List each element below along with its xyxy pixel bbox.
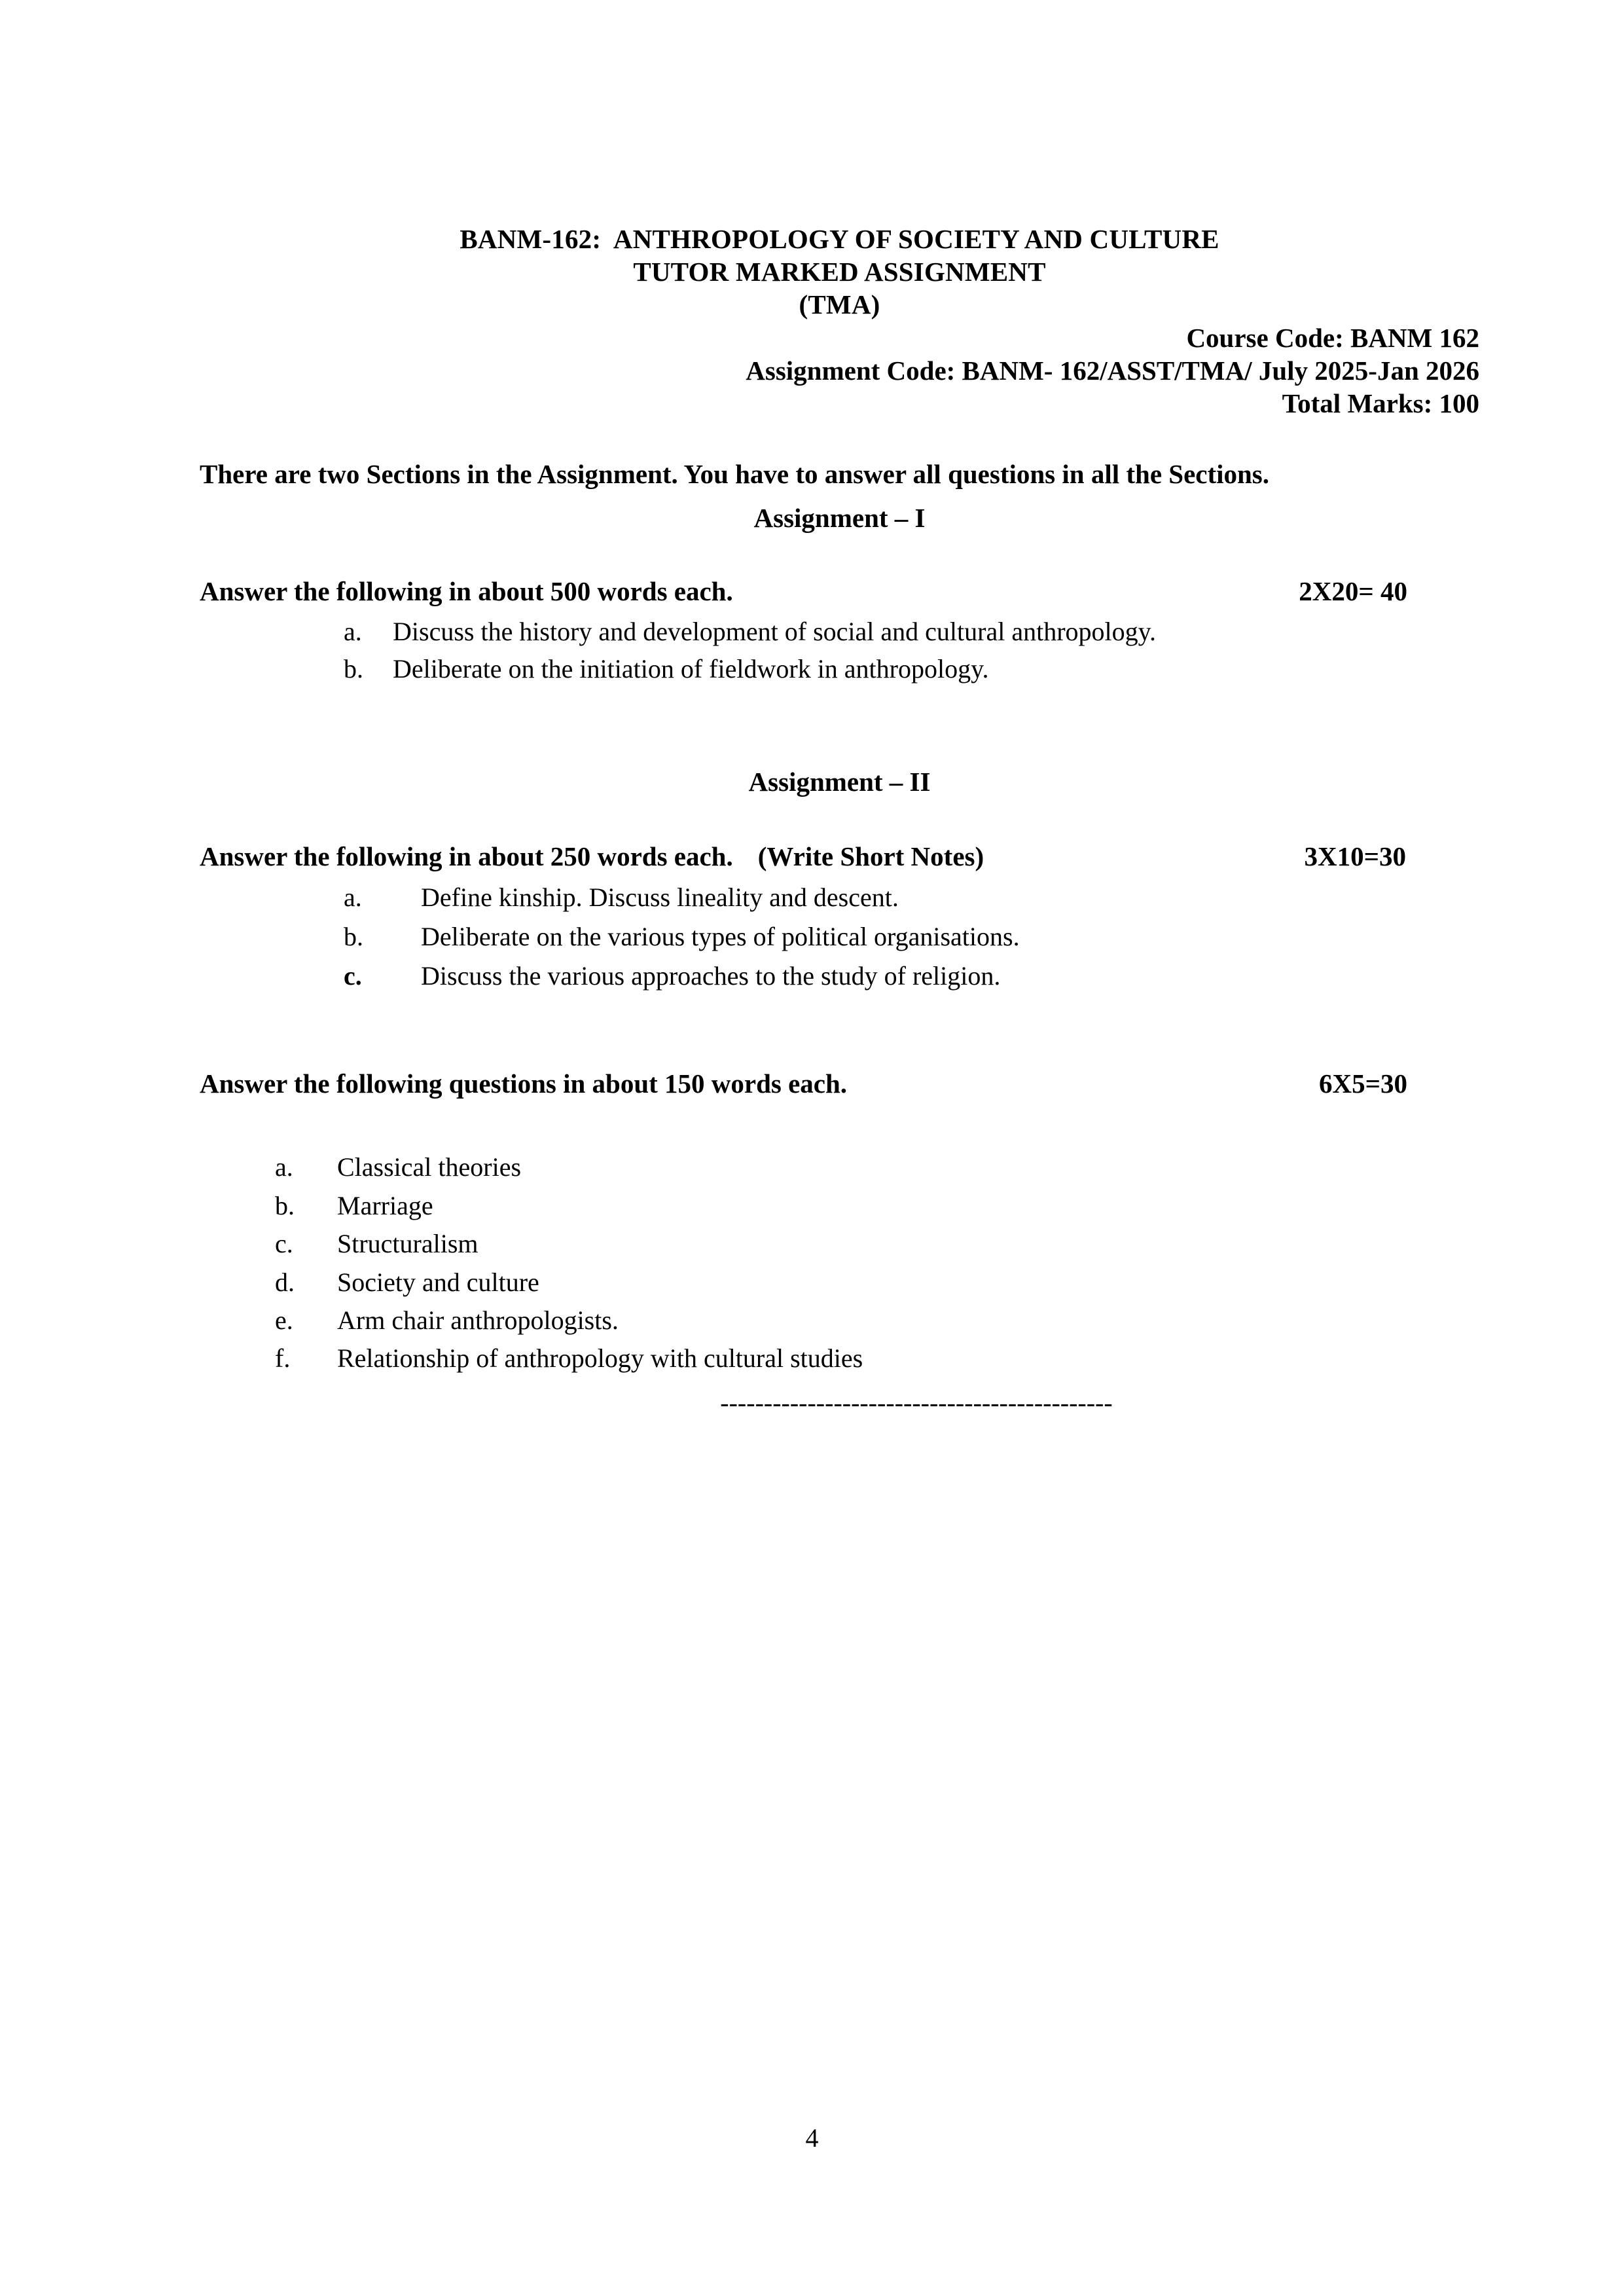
assignment-2-instruction-row [200, 839, 1479, 874]
document-title-block [200, 223, 1479, 321]
list-item [344, 878, 1479, 917]
question-text: Arm chair anthropologists. [337, 1305, 619, 1335]
question-marker: a. [344, 883, 362, 913]
question-text: Marriage [337, 1190, 433, 1220]
list-item [344, 613, 1479, 650]
page-number: 4 [805, 2123, 819, 2153]
question-marker: b. [275, 1190, 295, 1220]
assignment-code: Assignment Code: BANM- 162/ASST/TMA/ July 2025-Jan 2026 [746, 355, 1479, 386]
assignment-1-heading: Assignment – I [753, 503, 926, 534]
dashed-separator: --------------------------------------------- [720, 1387, 1113, 1417]
question-text: Define kinship. Discuss lineality and descent. [421, 883, 899, 913]
list-item [344, 917, 1479, 957]
document-body [200, 223, 1479, 1418]
course-meta-block [200, 321, 1479, 420]
intro-paragraph: There are two Sections in the Assignment. You have to answer all questions in all the Sections. [200, 459, 1270, 490]
question-marker: d. [275, 1267, 295, 1297]
list-item [275, 1225, 1479, 1263]
assignment-2-marks: 3X10=30 [1304, 841, 1406, 871]
assignment-1-marks: 2X20= 40 [1299, 575, 1407, 606]
list-item [275, 1264, 1479, 1302]
separator-row [200, 1387, 1479, 1418]
short-notes-question-list [275, 1148, 1479, 1377]
assignment-2-instruction: Answer the following in about 250 words each. [200, 841, 733, 871]
short-notes-instruction: Answer the following questions in about 150 words each. [200, 1068, 848, 1099]
assignment-1-instruction: Answer the following in about 500 words each. [200, 575, 733, 606]
question-marker: a. [275, 1152, 293, 1182]
list-item [275, 1187, 1479, 1225]
list-item [344, 650, 1479, 687]
document-title-line-2: TUTOR MARKED ASSIGNMENT [633, 257, 1046, 287]
total-marks: Total Marks: 100 [1282, 388, 1479, 419]
question-text: Deliberate on the various types of political organisations. [421, 922, 1020, 952]
question-marker: c. [344, 961, 362, 991]
question-marker: b. [344, 654, 363, 684]
question-marker: e. [275, 1305, 293, 1335]
question-text: Discuss the various approaches to the study of religion. [421, 961, 1001, 991]
question-marker: c. [275, 1229, 293, 1259]
question-text: Relationship of anthropology with cultural studies [337, 1343, 863, 1374]
assignment-1-instruction-row [200, 574, 1479, 609]
list-item [275, 1148, 1479, 1186]
question-marker: b. [344, 922, 363, 952]
short-notes-instruction-row [200, 1066, 1479, 1101]
assignment-2-question-list [344, 878, 1479, 996]
question-marker: f. [275, 1343, 291, 1374]
question-text: Structuralism [337, 1229, 478, 1259]
list-item [344, 957, 1479, 996]
question-text: Society and culture [337, 1267, 539, 1297]
document-title-line-3: (TMA) [799, 289, 880, 320]
question-text: Discuss the history and development of social and cultural anthropology. [393, 617, 1157, 647]
question-text: Deliberate on the initiation of fieldwork in anthropology. [393, 654, 989, 684]
assignment-2-instruction-note: (Write Short Notes) [757, 841, 984, 871]
document-title-line-1: BANM-162: ANTHROPOLOGY OF SOCIETY AND CULTURE [460, 224, 1219, 254]
list-item [275, 1339, 1479, 1377]
question-text: Classical theories [337, 1152, 522, 1182]
list-item [275, 1302, 1479, 1339]
course-code: Course Code: BANM 162 [1186, 323, 1479, 354]
question-marker: a. [344, 617, 362, 647]
assignment-1-question-list [344, 613, 1479, 687]
assignment-2-heading: Assignment – II [748, 767, 931, 797]
short-notes-marks: 6X5=30 [1319, 1068, 1407, 1099]
